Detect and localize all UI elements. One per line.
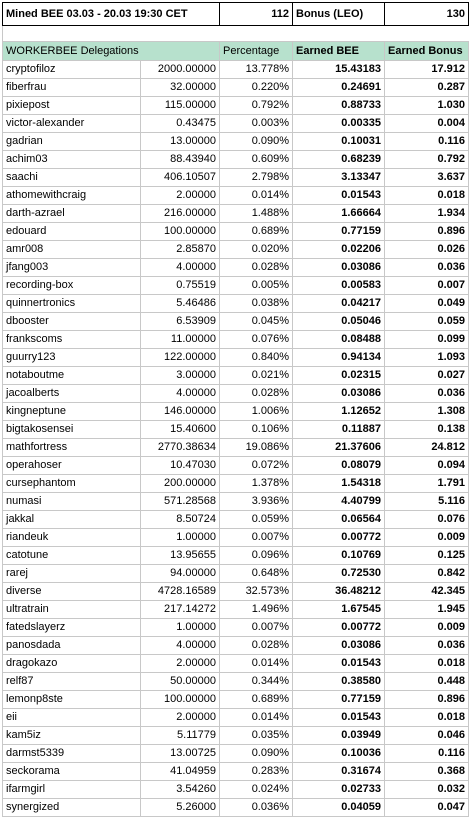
row-amount-cell[interactable]: 15.40600 — [141, 421, 220, 439]
row-earned-bee-cell[interactable]: 0.38580 — [293, 673, 385, 691]
table-row — [3, 673, 469, 691]
table-row — [3, 493, 469, 511]
row-earned-bonus-cell[interactable]: 0.047 — [385, 799, 469, 817]
row-earned-bonus-cell[interactable]: 0.027 — [385, 367, 469, 385]
row-percentage-cell[interactable]: 0.096% — [220, 547, 293, 565]
row-name-cell[interactable]: synergized — [3, 799, 141, 817]
row-name-cell[interactable]: catotune — [3, 547, 141, 565]
row-earned-bee-cell[interactable]: 0.68239 — [293, 151, 385, 169]
header-earned-bonus[interactable]: Earned Bonus — [385, 42, 469, 61]
row-percentage-cell[interactable]: 32.573% — [220, 583, 293, 601]
row-earned-bee-cell[interactable]: 0.24691 — [293, 79, 385, 97]
row-earned-bonus-cell[interactable]: 1.945 — [385, 601, 469, 619]
row-earned-bee-cell[interactable]: 0.03949 — [293, 727, 385, 745]
row-earned-bonus-cell[interactable]: 0.368 — [385, 763, 469, 781]
row-earned-bonus-cell[interactable]: 0.036 — [385, 259, 469, 277]
table-row — [3, 781, 469, 799]
table-row — [3, 655, 469, 673]
row-amount-cell[interactable]: 13.00725 — [141, 745, 220, 763]
row-earned-bee-cell[interactable]: 0.06564 — [293, 511, 385, 529]
row-name-cell[interactable]: relf87 — [3, 673, 141, 691]
row-earned-bee-cell[interactable]: 15.43183 — [293, 61, 385, 79]
row-name-cell[interactable]: saachi — [3, 169, 141, 187]
row-earned-bee-cell[interactable]: 0.72530 — [293, 565, 385, 583]
row-earned-bonus-cell[interactable]: 0.009 — [385, 619, 469, 637]
row-percentage-cell[interactable]: 2.798% — [220, 169, 293, 187]
row-earned-bee-cell[interactable]: 0.77159 — [293, 691, 385, 709]
table-row — [3, 565, 469, 583]
row-amount-cell[interactable]: 10.47030 — [141, 457, 220, 475]
row-amount-cell[interactable]: 13.00000 — [141, 133, 220, 151]
row-percentage-cell[interactable]: 0.090% — [220, 133, 293, 151]
row-earned-bee-cell[interactable]: 1.66664 — [293, 205, 385, 223]
row-earned-bee-cell[interactable]: 0.01543 — [293, 709, 385, 727]
row-percentage-cell[interactable]: 0.028% — [220, 385, 293, 403]
table-row — [3, 367, 469, 385]
table-row — [3, 475, 469, 493]
row-earned-bonus-cell[interactable]: 1.934 — [385, 205, 469, 223]
row-earned-bee-cell[interactable]: 0.02315 — [293, 367, 385, 385]
row-amount-cell[interactable]: 571.28568 — [141, 493, 220, 511]
row-earned-bee-cell[interactable]: 0.00772 — [293, 529, 385, 547]
table-row — [3, 637, 469, 655]
row-earned-bonus-cell[interactable]: 1.308 — [385, 403, 469, 421]
row-amount-cell[interactable]: 216.00000 — [141, 205, 220, 223]
row-amount-cell[interactable]: 4.00000 — [141, 637, 220, 655]
table-row — [3, 691, 469, 709]
row-percentage-cell[interactable]: 0.283% — [220, 763, 293, 781]
row-name-cell[interactable]: recording-box — [3, 277, 141, 295]
row-percentage-cell[interactable]: 0.021% — [220, 367, 293, 385]
spreadsheet-table — [2, 2, 469, 817]
row-earned-bee-cell[interactable]: 0.00772 — [293, 619, 385, 637]
row-percentage-cell[interactable]: 0.028% — [220, 259, 293, 277]
row-earned-bee-cell[interactable]: 0.88733 — [293, 97, 385, 115]
row-earned-bee-cell[interactable]: 0.02206 — [293, 241, 385, 259]
row-name-cell[interactable]: ifarmgirl — [3, 781, 141, 799]
row-name-cell[interactable]: numasi — [3, 493, 141, 511]
row-earned-bonus-cell[interactable]: 0.125 — [385, 547, 469, 565]
row-earned-bonus-cell[interactable]: 0.032 — [385, 781, 469, 799]
row-name-cell[interactable]: frankscoms — [3, 331, 141, 349]
row-earned-bee-cell[interactable]: 0.77159 — [293, 223, 385, 241]
row-earned-bee-cell[interactable]: 36.48212 — [293, 583, 385, 601]
summary-mined[interactable]: 112 — [220, 3, 293, 26]
table-row — [3, 169, 469, 187]
row-earned-bee-cell[interactable]: 1.12652 — [293, 403, 385, 421]
row-earned-bonus-cell[interactable]: 0.026 — [385, 241, 469, 259]
row-name-cell[interactable]: edouard — [3, 223, 141, 241]
row-earned-bee-cell[interactable]: 0.01543 — [293, 655, 385, 673]
row-name-cell[interactable]: amr008 — [3, 241, 141, 259]
table-row — [3, 583, 469, 601]
table-row — [3, 511, 469, 529]
row-earned-bee-cell[interactable]: 0.10769 — [293, 547, 385, 565]
row-amount-cell[interactable]: 2.00000 — [141, 655, 220, 673]
row-name-cell[interactable]: jacoalberts — [3, 385, 141, 403]
table-row — [3, 403, 469, 421]
row-earned-bonus-cell[interactable]: 0.448 — [385, 673, 469, 691]
row-name-cell[interactable]: darth-azrael — [3, 205, 141, 223]
row-name-cell[interactable]: cryptofiloz — [3, 61, 141, 79]
row-amount-cell[interactable]: 100.00000 — [141, 223, 220, 241]
row-percentage-cell[interactable]: 0.036% — [220, 799, 293, 817]
row-amount-cell[interactable]: 100.00000 — [141, 691, 220, 709]
row-name-cell[interactable]: guurry123 — [3, 349, 141, 367]
row-earned-bonus-cell[interactable]: 0.287 — [385, 79, 469, 97]
table-row — [3, 205, 469, 223]
row-percentage-cell[interactable]: 0.689% — [220, 691, 293, 709]
table-row — [3, 331, 469, 349]
row-name-cell[interactable]: jfang003 — [3, 259, 141, 277]
row-earned-bee-cell[interactable]: 0.08079 — [293, 457, 385, 475]
empty-cell[interactable] — [385, 26, 469, 42]
table-row — [3, 115, 469, 133]
row-earned-bonus-cell[interactable]: 0.018 — [385, 655, 469, 673]
row-name-cell[interactable]: mathfortress — [3, 439, 141, 457]
row-earned-bee-cell[interactable]: 0.31674 — [293, 763, 385, 781]
row-earned-bonus-cell[interactable]: 0.018 — [385, 709, 469, 727]
row-name-cell[interactable]: seckorama — [3, 763, 141, 781]
row-name-cell[interactable]: athomewithcraig — [3, 187, 141, 205]
row-earned-bee-cell[interactable]: 0.03086 — [293, 259, 385, 277]
row-amount-cell[interactable]: 146.00000 — [141, 403, 220, 421]
table-row — [3, 295, 469, 313]
row-earned-bonus-cell[interactable]: 1.030 — [385, 97, 469, 115]
row-percentage-cell[interactable]: 0.344% — [220, 673, 293, 691]
row-percentage-cell[interactable]: 1.496% — [220, 601, 293, 619]
row-earned-bonus-cell[interactable]: 0.007 — [385, 277, 469, 295]
row-percentage-cell[interactable]: 0.024% — [220, 781, 293, 799]
row-percentage-cell[interactable]: 0.090% — [220, 745, 293, 763]
row-amount-cell[interactable]: 13.95655 — [141, 547, 220, 565]
row-name-cell[interactable]: kam5iz — [3, 727, 141, 745]
summary-row — [3, 3, 469, 26]
row-earned-bee-cell[interactable]: 3.13347 — [293, 169, 385, 187]
table-row — [3, 241, 469, 259]
row-earned-bonus-cell[interactable]: 1.791 — [385, 475, 469, 493]
table-row — [3, 223, 469, 241]
row-name-cell[interactable]: pixiepost — [3, 97, 141, 115]
row-amount-cell[interactable]: 2.00000 — [141, 709, 220, 727]
table-row — [3, 349, 469, 367]
row-name-cell[interactable]: jakkal — [3, 511, 141, 529]
row-earned-bee-cell[interactable]: 0.00335 — [293, 115, 385, 133]
row-earned-bee-cell[interactable]: 4.40799 — [293, 493, 385, 511]
row-amount-cell[interactable]: 406.10507 — [141, 169, 220, 187]
row-earned-bonus-cell[interactable]: 0.049 — [385, 295, 469, 313]
row-amount-cell[interactable]: 11.00000 — [141, 331, 220, 349]
header-row — [3, 42, 469, 61]
row-percentage-cell[interactable]: 1.378% — [220, 475, 293, 493]
table-row — [3, 133, 469, 151]
table-row — [3, 277, 469, 295]
row-amount-cell[interactable]: 4.00000 — [141, 385, 220, 403]
table-row — [3, 97, 469, 115]
row-earned-bonus-cell[interactable]: 0.036 — [385, 637, 469, 655]
row-percentage-cell[interactable]: 19.086% — [220, 439, 293, 457]
row-earned-bonus-cell[interactable]: 0.116 — [385, 745, 469, 763]
row-earned-bee-cell[interactable]: 0.10031 — [293, 133, 385, 151]
row-percentage-cell[interactable]: 0.003% — [220, 115, 293, 133]
empty-cell[interactable] — [293, 26, 385, 42]
row-earned-bonus-cell[interactable]: 17.912 — [385, 61, 469, 79]
row-earned-bonus-cell[interactable]: 0.842 — [385, 565, 469, 583]
row-earned-bee-cell[interactable]: 0.02733 — [293, 781, 385, 799]
row-amount-cell[interactable]: 88.43940 — [141, 151, 220, 169]
row-name-cell[interactable]: bigtakosensei — [3, 421, 141, 439]
empty-cell[interactable] — [220, 26, 293, 42]
row-amount-cell[interactable]: 4728.16589 — [141, 583, 220, 601]
row-amount-cell[interactable]: 94.00000 — [141, 565, 220, 583]
table-row — [3, 259, 469, 277]
empty-row — [3, 26, 469, 42]
row-percentage-cell[interactable]: 0.007% — [220, 529, 293, 547]
row-name-cell[interactable]: dbooster — [3, 313, 141, 331]
row-earned-bonus-cell[interactable]: 0.036 — [385, 385, 469, 403]
row-earned-bonus-cell[interactable]: 0.004 — [385, 115, 469, 133]
table-row — [3, 763, 469, 781]
row-amount-cell[interactable]: 2.85870 — [141, 241, 220, 259]
header-percentage[interactable]: Percentage — [220, 42, 293, 61]
empty-cell[interactable] — [141, 26, 220, 42]
row-percentage-cell[interactable]: 0.014% — [220, 187, 293, 205]
row-amount-cell[interactable]: 5.46486 — [141, 295, 220, 313]
table-row — [3, 457, 469, 475]
table-row — [3, 151, 469, 169]
row-earned-bonus-cell[interactable]: 0.076 — [385, 511, 469, 529]
row-earned-bee-cell[interactable]: 0.01543 — [293, 187, 385, 205]
row-name-cell[interactable]: dragokazo — [3, 655, 141, 673]
row-earned-bee-cell[interactable]: 0.03086 — [293, 385, 385, 403]
summary-title[interactable]: Mined BEE 03.03 - 20.03 19:30 CET — [3, 3, 220, 26]
row-percentage-cell[interactable]: 0.035% — [220, 727, 293, 745]
row-name-cell[interactable]: kingneptune — [3, 403, 141, 421]
row-percentage-cell[interactable]: 1.006% — [220, 403, 293, 421]
row-earned-bonus-cell[interactable]: 0.792 — [385, 151, 469, 169]
row-name-cell[interactable]: eii — [3, 709, 141, 727]
row-name-cell[interactable]: riandeuk — [3, 529, 141, 547]
row-name-cell[interactable]: panosdada — [3, 637, 141, 655]
row-percentage-cell[interactable]: 0.076% — [220, 331, 293, 349]
row-earned-bonus-cell[interactable]: 0.059 — [385, 313, 469, 331]
row-percentage-cell[interactable]: 0.020% — [220, 241, 293, 259]
row-name-cell[interactable]: diverse — [3, 583, 141, 601]
row-percentage-cell[interactable]: 0.792% — [220, 97, 293, 115]
row-percentage-cell[interactable]: 0.038% — [220, 295, 293, 313]
table-row — [3, 799, 469, 817]
row-percentage-cell[interactable]: 0.045% — [220, 313, 293, 331]
row-percentage-cell[interactable]: 0.072% — [220, 457, 293, 475]
empty-cell[interactable] — [3, 26, 141, 42]
row-amount-cell[interactable]: 1.00000 — [141, 529, 220, 547]
row-amount-cell[interactable]: 32.00000 — [141, 79, 220, 97]
row-earned-bonus-cell[interactable]: 0.099 — [385, 331, 469, 349]
table-row — [3, 727, 469, 745]
table-row — [3, 547, 469, 565]
row-earned-bee-cell[interactable]: 21.37606 — [293, 439, 385, 457]
row-name-cell[interactable]: gadrian — [3, 133, 141, 151]
row-amount-cell[interactable]: 4.00000 — [141, 259, 220, 277]
row-name-cell[interactable]: darmst5339 — [3, 745, 141, 763]
row-earned-bonus-cell[interactable]: 0.116 — [385, 133, 469, 151]
header-name[interactable]: WORKERBEE Delegations — [3, 42, 220, 61]
row-amount-cell[interactable]: 3.00000 — [141, 367, 220, 385]
row-percentage-cell[interactable]: 0.220% — [220, 79, 293, 97]
row-earned-bonus-cell[interactable]: 1.093 — [385, 349, 469, 367]
row-earned-bonus-cell[interactable]: 0.094 — [385, 457, 469, 475]
row-percentage-cell[interactable]: 0.106% — [220, 421, 293, 439]
row-amount-cell[interactable]: 5.11779 — [141, 727, 220, 745]
row-earned-bonus-cell[interactable]: 0.896 — [385, 223, 469, 241]
row-amount-cell[interactable]: 41.04959 — [141, 763, 220, 781]
row-earned-bee-cell[interactable]: 0.04217 — [293, 295, 385, 313]
row-earned-bonus-cell[interactable]: 0.138 — [385, 421, 469, 439]
table-row — [3, 421, 469, 439]
table-row — [3, 187, 469, 205]
row-earned-bonus-cell[interactable]: 3.637 — [385, 169, 469, 187]
row-amount-cell[interactable]: 0.43475 — [141, 115, 220, 133]
row-name-cell[interactable]: fatedslayerz — [3, 619, 141, 637]
row-earned-bee-cell[interactable]: 0.94134 — [293, 349, 385, 367]
row-name-cell[interactable]: lemonp8ste — [3, 691, 141, 709]
header-earned-bee[interactable]: Earned BEE — [293, 42, 385, 61]
row-earned-bonus-cell[interactable]: 0.046 — [385, 727, 469, 745]
row-amount-cell[interactable]: 50.00000 — [141, 673, 220, 691]
table-row — [3, 745, 469, 763]
table-row — [3, 529, 469, 547]
row-earned-bonus-cell[interactable]: 5.116 — [385, 493, 469, 511]
row-percentage-cell[interactable]: 0.059% — [220, 511, 293, 529]
row-amount-cell[interactable]: 2.00000 — [141, 187, 220, 205]
row-earned-bonus-cell[interactable]: 42.345 — [385, 583, 469, 601]
row-name-cell[interactable]: achim03 — [3, 151, 141, 169]
row-amount-cell[interactable]: 5.26000 — [141, 799, 220, 817]
row-percentage-cell[interactable]: 1.488% — [220, 205, 293, 223]
table-row — [3, 79, 469, 97]
row-amount-cell[interactable]: 2770.38634 — [141, 439, 220, 457]
table-row — [3, 439, 469, 457]
row-earned-bee-cell[interactable]: 0.04059 — [293, 799, 385, 817]
row-name-cell[interactable]: rarej — [3, 565, 141, 583]
row-name-cell[interactable]: victor-alexander — [3, 115, 141, 133]
row-name-cell[interactable]: fiberfrau — [3, 79, 141, 97]
row-percentage-cell[interactable]: 0.609% — [220, 151, 293, 169]
row-amount-cell[interactable]: 1.00000 — [141, 619, 220, 637]
table-row — [3, 619, 469, 637]
row-name-cell[interactable]: operahoser — [3, 457, 141, 475]
table-row — [3, 313, 469, 331]
table-row — [3, 385, 469, 403]
row-amount-cell[interactable]: 8.50724 — [141, 511, 220, 529]
row-earned-bee-cell[interactable]: 0.11887 — [293, 421, 385, 439]
summary-bonus-value[interactable]: 130 — [385, 3, 469, 26]
table-row — [3, 601, 469, 619]
row-earned-bee-cell[interactable]: 1.67545 — [293, 601, 385, 619]
row-earned-bee-cell[interactable]: 0.08488 — [293, 331, 385, 349]
row-percentage-cell[interactable]: 0.005% — [220, 277, 293, 295]
row-earned-bee-cell[interactable]: 0.05046 — [293, 313, 385, 331]
row-amount-cell[interactable]: 3.54260 — [141, 781, 220, 799]
row-earned-bee-cell[interactable]: 0.10036 — [293, 745, 385, 763]
row-amount-cell[interactable]: 115.00000 — [141, 97, 220, 115]
row-name-cell[interactable]: quinnertronics — [3, 295, 141, 313]
row-name-cell[interactable]: ultratrain — [3, 601, 141, 619]
row-percentage-cell[interactable]: 0.014% — [220, 655, 293, 673]
row-name-cell[interactable]: notaboutme — [3, 367, 141, 385]
row-earned-bee-cell[interactable]: 0.00583 — [293, 277, 385, 295]
row-amount-cell[interactable]: 217.14272 — [141, 601, 220, 619]
row-percentage-cell[interactable]: 13.778% — [220, 61, 293, 79]
row-percentage-cell[interactable]: 0.014% — [220, 709, 293, 727]
row-amount-cell[interactable]: 122.00000 — [141, 349, 220, 367]
row-percentage-cell[interactable]: 0.840% — [220, 349, 293, 367]
row-percentage-cell[interactable]: 0.007% — [220, 619, 293, 637]
row-amount-cell[interactable]: 6.53909 — [141, 313, 220, 331]
row-earned-bonus-cell[interactable]: 0.896 — [385, 691, 469, 709]
row-name-cell[interactable]: cursephantom — [3, 475, 141, 493]
row-amount-cell[interactable]: 200.00000 — [141, 475, 220, 493]
row-amount-cell[interactable]: 0.75519 — [141, 277, 220, 295]
row-amount-cell[interactable]: 2000.00000 — [141, 61, 220, 79]
row-earned-bonus-cell[interactable]: 24.812 — [385, 439, 469, 457]
row-earned-bonus-cell[interactable]: 0.009 — [385, 529, 469, 547]
row-percentage-cell[interactable]: 0.648% — [220, 565, 293, 583]
summary-bonus-label[interactable]: Bonus (LEO) — [293, 3, 385, 26]
row-percentage-cell[interactable]: 0.028% — [220, 637, 293, 655]
row-percentage-cell[interactable]: 3.936% — [220, 493, 293, 511]
row-earned-bee-cell[interactable]: 0.03086 — [293, 637, 385, 655]
row-earned-bonus-cell[interactable]: 0.018 — [385, 187, 469, 205]
row-earned-bee-cell[interactable]: 1.54318 — [293, 475, 385, 493]
table-row — [3, 61, 469, 79]
row-percentage-cell[interactable]: 0.689% — [220, 223, 293, 241]
table-row — [3, 709, 469, 727]
